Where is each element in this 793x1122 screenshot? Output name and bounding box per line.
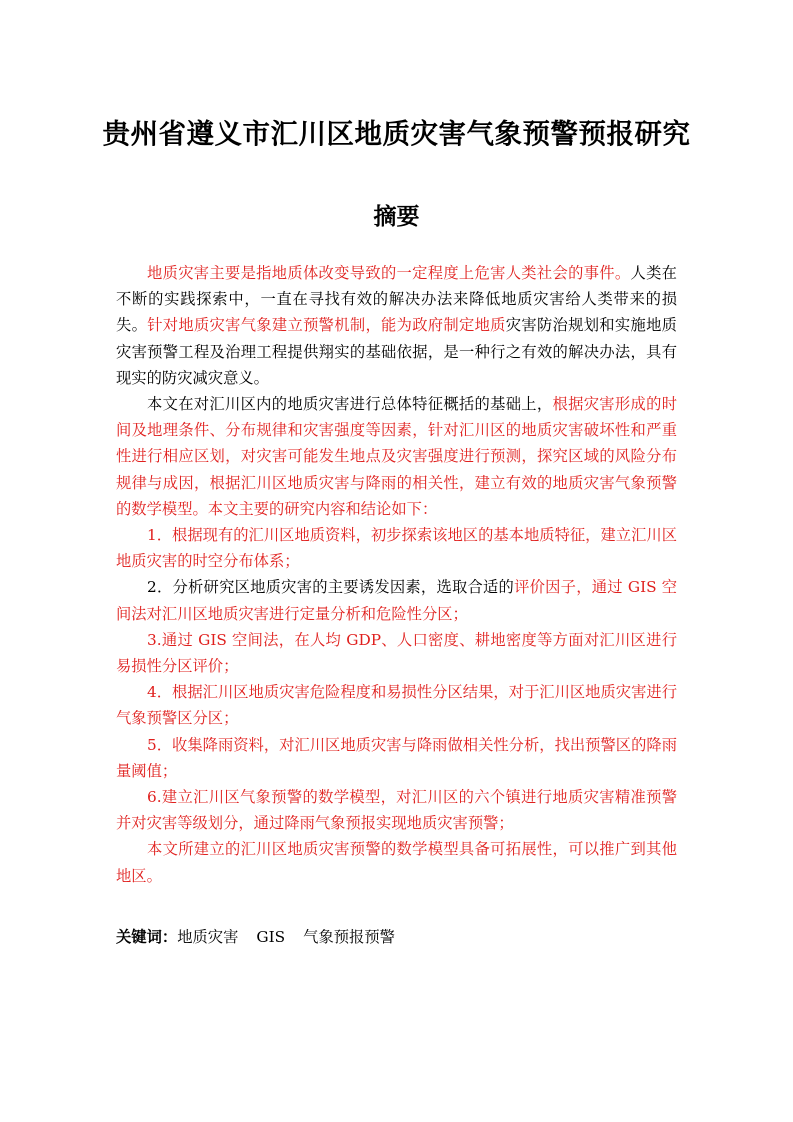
highlight-text: 地质灾害主要是指地质体改变导致的一定程度上危害人类社会的事件。 xyxy=(147,264,631,282)
conclusion-paragraph: 本文所建立的汇川区地质灾害预警的数学模型具备可拓展性，可以推广到其他地区。 xyxy=(116,840,677,885)
highlight-text: 针对地质灾害气象建立预警机制，能为政府制定地质 xyxy=(147,316,506,335)
body-text: 本文在对汇川区内的地质灾害进行总体特征概括的基础上， xyxy=(147,395,553,414)
list-item-6: 6.建立汇川区气象预警的数学模型，对汇川区的六个镇进行地质灾害精准预警并对灾害等级划分，通过降雨气象预报实现地质灾害预警； xyxy=(116,788,677,833)
list-item-2 xyxy=(116,574,677,626)
body-text: 灾害防治规划和实施地质灾害预警工程及治理工程提供翔实的基础依据，是一种行之有效的解决办法，具有现实的防灾减灾意义。 xyxy=(116,316,677,387)
body-text: 2．分析研究区地质灾害的主要诱发因素，选取合适的 xyxy=(147,578,515,597)
highlight-text: 根据灾害形成的时间及地理条件、分布规律和灾害强度等因素，针对汇川区的地质灾害破坏性和严重性进行相应区划，对灾害可能发生地点及灾害强度进行预测，探究区域的风险分布规律与成因，根据汇川区地质灾害与降雨的相关性，建立有效的地质灾害气象预警的数学模型。本文主要的研究内容和结论如下： xyxy=(116,395,677,518)
keyword: 气象预报预警 xyxy=(303,928,395,946)
highlight-text: 评价因子，通过 GIS 空间法对汇川区地质灾害进行定量分析和危险性分区； xyxy=(116,578,678,623)
keywords-label: 关键词： xyxy=(116,928,178,946)
document-title: 贵州省遵义市汇川区地质灾害气象预警预报研究 xyxy=(102,118,691,150)
keyword: 地质灾害 xyxy=(177,928,239,946)
keyword: GIS xyxy=(256,928,286,946)
abstract-paragraph-1 xyxy=(116,260,677,391)
list-item-4: 4．根据汇川区地质灾害危险程度和易损性分区结果，对于汇川区地质灾害进行气象预警区分区； xyxy=(116,683,677,728)
keywords-line xyxy=(116,924,413,950)
abstract-paragraph-2 xyxy=(116,391,677,522)
abstract-heading: 摘要 xyxy=(373,204,420,230)
abstract-body xyxy=(116,260,677,889)
body-text: 人类在不断的实践探索中，一直在寻找有效的解决办法来降低地质灾害给人类带来的损失。 xyxy=(116,264,677,335)
list-item-1: 1．根据现有的汇川区地质资料，初步探索该地区的基本地质特征，建立汇川区地质灾害的时空分布体系； xyxy=(116,526,677,571)
list-item-3: 3.通过 GIS 空间法，在人均 GDP、人口密度、耕地密度等方面对汇川区进行易损性分区评价； xyxy=(116,630,677,676)
list-item-5: 5．收集降雨资料，对汇川区地质灾害与降雨做相关性分析，找出预警区的降雨量阈值； xyxy=(116,735,677,780)
